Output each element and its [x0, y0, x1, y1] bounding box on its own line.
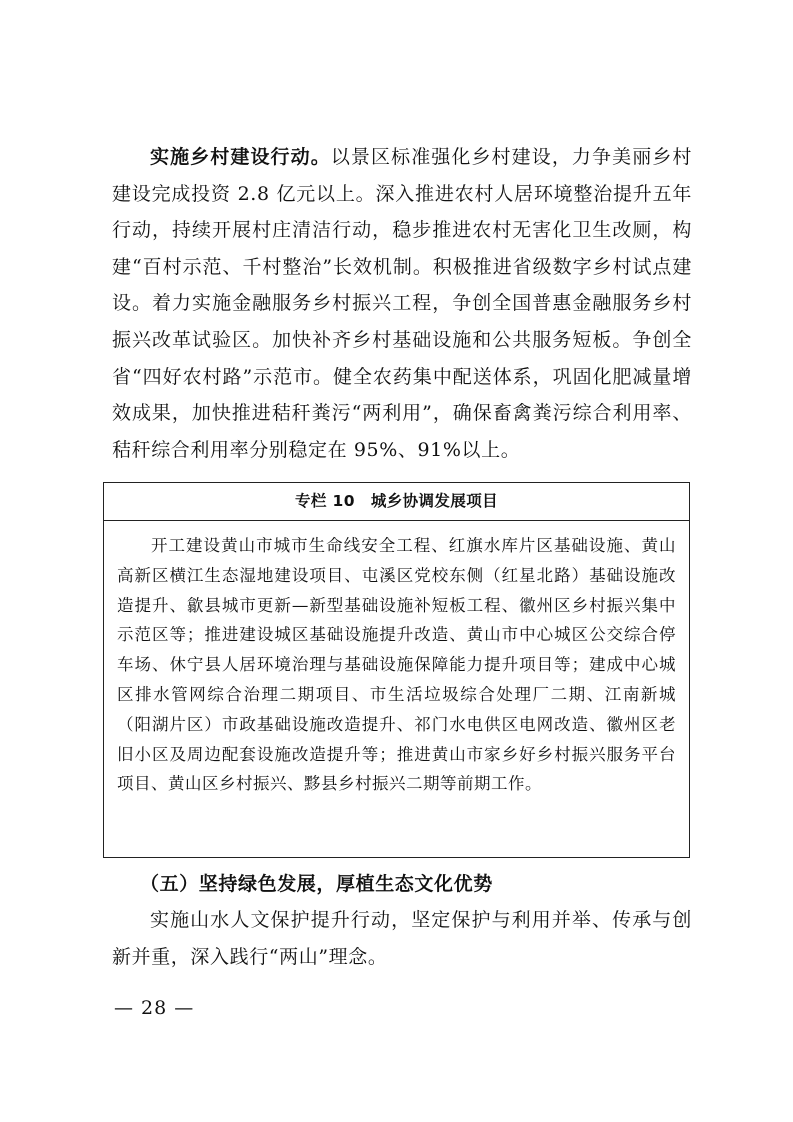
paragraph-green-development: 实施山水人文保护提升行动，坚定保护与利用并举、传承与创新并重，深入践行“两山”理念。: [112, 909, 692, 968]
page-number: — 28 —: [114, 997, 195, 1019]
paragraph-lead: 实施乡村建设行动。: [150, 146, 331, 168]
paragraph-body: 以景区标准强化乡村建设，力争美丽乡村建设完成投资 2.8 亿元以上。深入推进农村人居环境整治提升五年行动，持续开展村庄清洁行动，稳步推进农村无害化卫生改厕，构建“百村示范、千村整治”长效机制。积极推进省级数字乡村试点建设。着力实施金融服务乡村振兴工程，争创全国普惠金融服务乡村振兴改革试验区。加快补齐乡村基础设施和公共服务短板。争创全省“四好农村路”示范市。健全农药集中配送体系，巩固化肥减量增效成果，加快推进秸秆粪污“两利用”，确保畜禽粪污综合利用率、秸秆综合利用率分别稳定在 95%、91%以上。: [112, 146, 692, 461]
column-box-title: 专栏 10 城乡协调发展项目: [104, 483, 689, 521]
column-box: [103, 482, 690, 858]
section-heading: （五）坚持绿色发展，厚植生态文化优势: [140, 873, 493, 895]
column-box-body: 开工建设黄山市城市生命线安全工程、红旗水库片区基础设施、黄山高新区横江生态湿地建设项目、屯溪区党校东侧（红星北路）基础设施改造提升、歙县城市更新—新型基础设施补短板工程、徽州区乡村振兴集中示范区等；推进建设城区基础设施提升改造、黄山市中心城区公交综合停车场、休宁县人居环境治理与基础设施保障能力提升项目等；建成中心城区排水管网综合治理二期项目、市生活垃圾综合处理厂二期、江南新城（阳湖片区）市政基础设施改造提升、祁门水电供区电网改造、徽州区老旧小区及周边配套设施改造提升等；推进黄山市家乡好乡村振兴服务平台项目、黄山区乡村振兴、黟县乡村振兴二期等前期工作。: [117, 536, 676, 794]
paragraph-rural-construction: [112, 139, 692, 468]
